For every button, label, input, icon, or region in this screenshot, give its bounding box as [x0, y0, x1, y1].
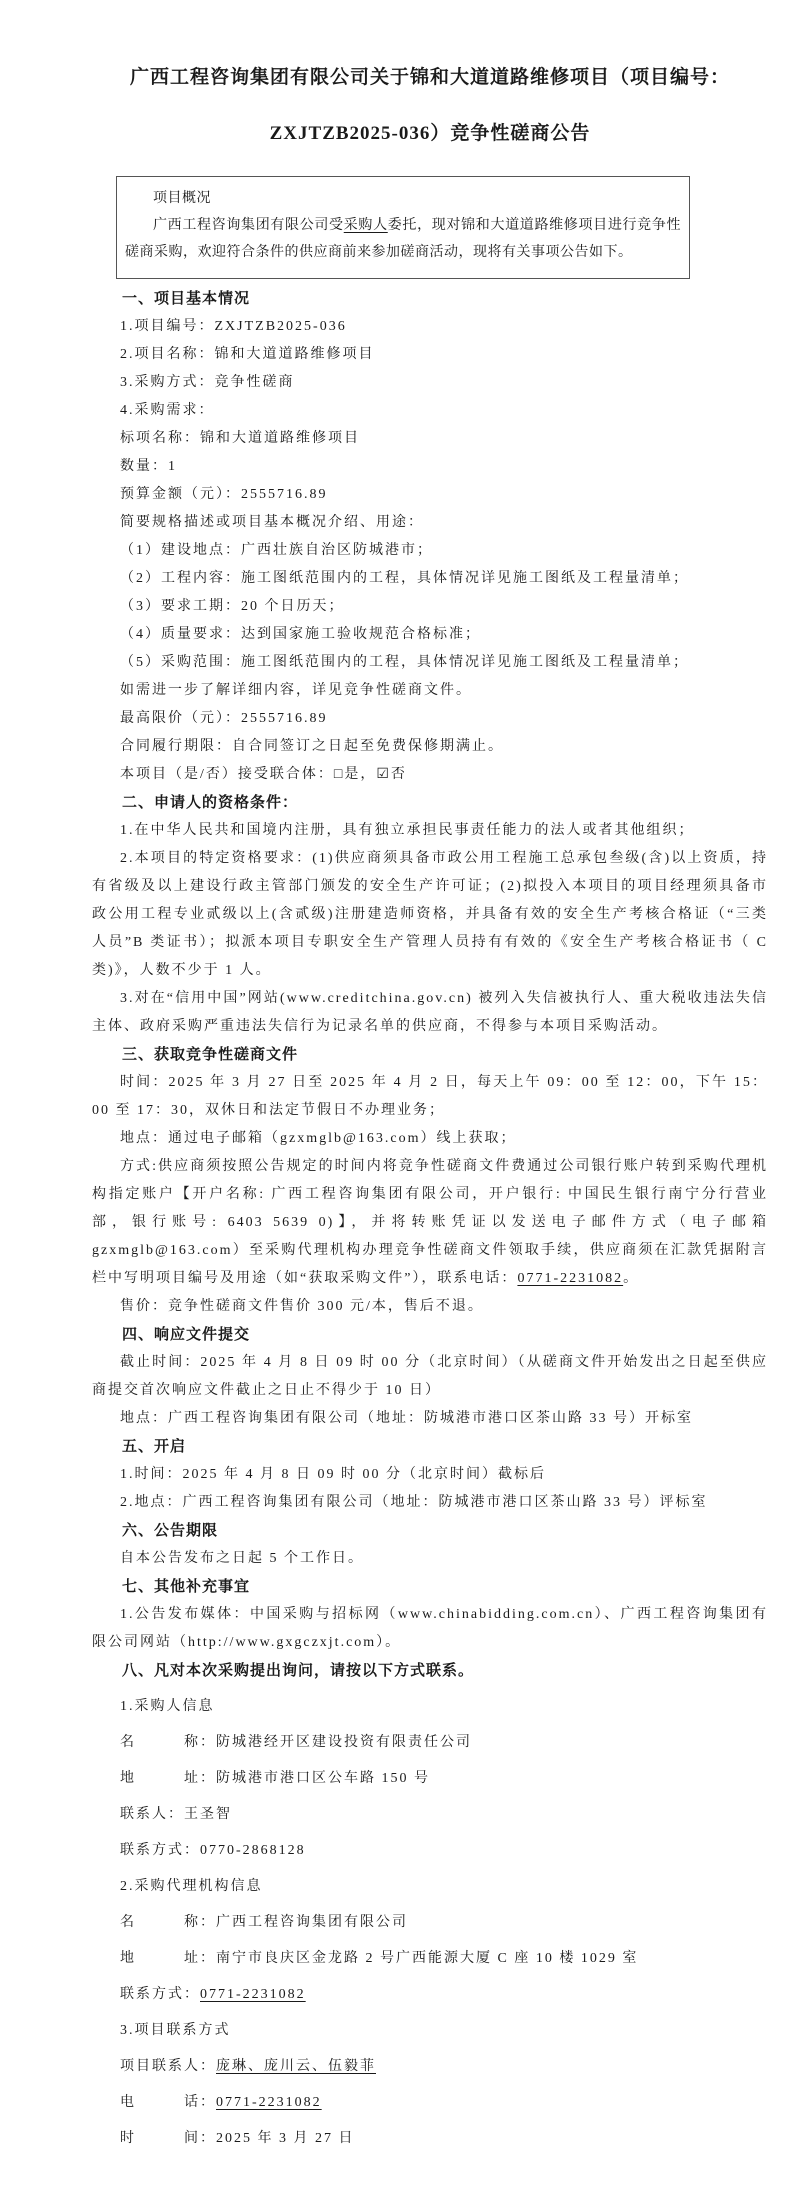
paragraph — [92, 985, 768, 1041]
underlined-text: 0771-2231082 — [216, 2095, 322, 2110]
page-title — [92, 50, 768, 162]
text-run: 自本公告发布之日起 5 个工作日。 — [120, 1551, 364, 1566]
text-run: 标项名称：锦和大道道路维修项目 — [120, 431, 360, 446]
text-run: （1）建设地点：广西壮族自治区防城港市； — [120, 543, 433, 558]
text-run: （3）要求工期：20 个日历天； — [120, 599, 345, 614]
paragraph — [92, 1765, 768, 1793]
text-run: 地点：广西工程咨询集团有限公司（地址：防城港市港口区茶山路 33 号）开标室 — [120, 1411, 693, 1426]
paragraph — [92, 1837, 768, 1865]
text-run: 。 — [623, 1271, 640, 1286]
text-run: 预算金额（元）：2555716.89 — [120, 487, 328, 502]
underlined-text: 采购人 — [343, 218, 388, 233]
paragraph — [92, 593, 768, 621]
text-run: 八、凡对本次采购提出询问，请按以下方式联系。 — [122, 1663, 475, 1679]
paragraph — [92, 1909, 768, 1937]
section-heading — [92, 1573, 768, 1601]
paragraph — [92, 1405, 768, 1433]
text-run: （5）采购范围：施工图纸范围内的工程，具体情况详见施工图纸及工程量清单； — [120, 655, 689, 670]
text-run: 地点：通过电子邮箱（gzxmglb@163.com）线上获取； — [120, 1131, 517, 1146]
text-run: 1.时间：2025 年 4 月 8 日 09 时 00 分（北京时间）截标后 — [120, 1467, 546, 1482]
text-run: 3.项目联系方式 — [120, 2023, 231, 2038]
paragraph — [92, 1545, 768, 1573]
section-heading — [92, 1041, 768, 1069]
paragraph — [92, 369, 768, 397]
text-run: 1.在中华人民共和国境内注册，具有独立承担民事责任能力的法人或者其他组织； — [120, 823, 695, 838]
text-run: 合同履行期限：自合同签订之日起至免费保修期满止。 — [120, 739, 504, 754]
section-heading — [92, 789, 768, 817]
text-run: 是， — [344, 767, 377, 782]
text-run: 售价：竞争性磋商文件售价 300 元/本，售后不退。 — [120, 1299, 484, 1314]
text-run: 1.项目编号：ZXJTZB2025-036 — [120, 319, 347, 334]
paragraph — [92, 565, 768, 593]
paragraph — [92, 2089, 768, 2117]
text-run: 名 称：广西工程咨询集团有限公司 — [120, 1915, 408, 1930]
paragraph — [92, 509, 768, 537]
paragraph — [92, 1125, 768, 1153]
section-heading — [92, 1657, 768, 1685]
page-title-line-2: ZXJTZB2025-036）竞争性磋商公告 — [269, 123, 591, 144]
paragraph — [92, 1873, 768, 1901]
page-title-line-1: 广西工程咨询集团有限公司关于锦和大道道路维修项目（项目编号： — [129, 67, 730, 88]
document-body — [92, 285, 768, 2153]
paragraph — [92, 313, 768, 341]
text-run: 否 — [390, 767, 407, 782]
checkbox-checked-icon: ☑ — [376, 767, 391, 782]
text-run: 六、公告期限 — [122, 1523, 219, 1539]
section-heading — [92, 1433, 768, 1461]
paragraph — [92, 1489, 768, 1517]
text-run: 四、响应文件提交 — [122, 1327, 251, 1343]
paragraph — [92, 845, 768, 985]
paragraph — [92, 1153, 768, 1293]
checkbox-unchecked-icon: □ — [333, 767, 345, 782]
text-run: 1.公告发布媒体：中国采购与招标网（www.chinabidding.com.cn）、广西工程咨询集团有限公司网站（http://www.gxgczxjt.com）。 — [92, 1607, 768, 1650]
text-run: 3.采购方式：竞争性磋商 — [120, 375, 295, 390]
paragraph — [92, 1349, 768, 1405]
text-run: 联系人：王圣智 — [120, 1807, 232, 1822]
paragraph — [92, 1729, 768, 1757]
text-run: 联系方式： — [120, 1987, 200, 2002]
underlined-text: 庞琳、庞川云、伍毅菲 — [216, 2059, 376, 2074]
overview-paragraph — [125, 212, 681, 266]
text-run: 时间：2025 年 3 月 27 日至 2025 年 4 月 2 日，每天上午 09：00 至 12：00，下午 15：00 至 17：30，双休日和法定节假日不办理业务； — [92, 1075, 768, 1118]
paragraph — [92, 1293, 768, 1321]
project-overview-box — [116, 176, 690, 279]
text-run: 1.采购人信息 — [120, 1699, 215, 1714]
paragraph — [92, 1461, 768, 1489]
text-run: 二、申请人的资格条件： — [122, 795, 299, 811]
text-run: 地 址：南宁市良庆区金龙路 2 号广西能源大厦 C 座 10 楼 1029 室 — [120, 1951, 639, 1966]
text-run: 2.项目名称：锦和大道道路维修项目 — [120, 347, 375, 362]
text-run: 电 话： — [120, 2095, 216, 2110]
paragraph — [92, 733, 768, 761]
paragraph — [92, 481, 768, 509]
text-run: 地 址：防城港市港口区公车路 150 号 — [120, 1771, 430, 1786]
paragraph — [92, 341, 768, 369]
text-run: 截止时间：2025 年 4 月 8 日 09 时 00 分（北京时间）（从磋商文件开始发出之日起至供应商提交首次响应文件截止之日止不得少于 10 日） — [92, 1355, 768, 1398]
paragraph — [92, 397, 768, 425]
paragraph — [92, 1601, 768, 1657]
text-run: 七、其他补充事宜 — [122, 1579, 251, 1595]
underlined-text: 0771-2231082 — [517, 1271, 624, 1286]
text-run: 本项目（是/否）接受联合体： — [120, 767, 334, 782]
overview-heading: 项目概况 — [153, 191, 211, 206]
text-run: 2.采购代理机构信息 — [120, 1879, 263, 1894]
paragraph — [92, 453, 768, 481]
section-heading — [92, 285, 768, 313]
paragraph — [92, 537, 768, 565]
paragraph — [92, 2125, 768, 2153]
section-heading — [92, 1517, 768, 1545]
text-run: 时 间：2025 年 3 月 27 日 — [120, 2131, 355, 2146]
text-run: 联系方式：0770-2868128 — [120, 1843, 306, 1858]
text-run: 4.采购需求： — [120, 403, 215, 418]
text-run: 三、获取竞争性磋商文件 — [122, 1047, 299, 1063]
text-run: 名 称：防城港经开区建设投资有限责任公司 — [120, 1735, 472, 1750]
text-run: 2.本项目的特定资格要求：(1)供应商须具备市政公用工程施工总承包叁级(含)以上资质，持有省级及以上建设行政主管部门颁发的安全生产许可证；(2)拟投入本项目的项目经理须具备市政公用工程专业贰级以上(含贰级)注册建造师资格，并具备有效的安全生产考核合格证（“三类人员”B 类证书）；拟派本项目专职安全生产管理人员持有有效的《安全生产考核合格证书（ C 类)》，人数不少于 1 人。 — [92, 851, 768, 978]
text-run: 项目联系人： — [120, 2059, 216, 2074]
paragraph — [92, 761, 768, 789]
paragraph — [92, 425, 768, 453]
paragraph — [92, 649, 768, 677]
text-run: 最高限价（元）：2555716.89 — [120, 711, 328, 726]
underlined-text: 0771-2231082 — [200, 1987, 306, 2002]
paragraph — [92, 705, 768, 733]
paragraph — [92, 1981, 768, 2009]
paragraph — [92, 2017, 768, 2045]
text-run: 委托，现对锦和大道道路维修项目进行竞争性磋商采购，欢迎符合条件的供应商前来参加磋商活动，现将有关事项公告如下。 — [125, 218, 682, 260]
paragraph — [92, 677, 768, 705]
text-run: （2）工程内容：施工图纸范围内的工程，具体情况详见施工图纸及工程量清单； — [120, 571, 689, 586]
paragraph — [92, 1693, 768, 1721]
text-run: （4）质量要求：达到国家施工验收规范合格标准； — [120, 627, 481, 642]
paragraph — [92, 1069, 768, 1125]
text-run: 方式:供应商须按照公告规定的时间内将竞争性磋商文件费通过公司银行账户转到采购代理机构指定账户【开户名称: 广西工程咨询集团有限公司，开户银行: 中国民生银行南宁分行营业部，银行账号: 6403 5639 0)】，并将转账凭证以发送电子邮件方式（电子邮箱gzxmglb@163.com）至采购代理机构办理竞争性磋商文件领取手续，供应商须在汇款凭据附言栏中写明项目编号及用途（如“获取采购文件”），联系电话： — [92, 1159, 768, 1286]
text-run: 3.对在“信用中国”网站(www.creditchina.gov.cn) 被列入失信被执行人、重大税收违法失信主体、政府采购严重违法失信行为记录名单的供应商，不得参与本项目采购活动。 — [92, 991, 768, 1034]
paragraph — [92, 621, 768, 649]
text-run: 2.地点：广西工程咨询集团有限公司（地址：防城港市港口区茶山路 33 号）评标室 — [120, 1495, 708, 1510]
section-heading — [92, 1321, 768, 1349]
text-run: 五、开启 — [122, 1439, 187, 1455]
paragraph — [92, 2053, 768, 2081]
paragraph — [92, 1945, 768, 1973]
text-run: 数量：1 — [120, 459, 177, 474]
text-run: 简要规格描述或项目基本概况介绍、用途： — [120, 515, 424, 530]
text-run: 一、项目基本情况 — [122, 291, 251, 307]
paragraph — [92, 817, 768, 845]
text-run: 广西工程咨询集团有限公司受 — [153, 218, 344, 233]
paragraph — [92, 1801, 768, 1829]
text-run: 如需进一步了解详细内容，详见竞争性磋商文件。 — [120, 683, 472, 698]
